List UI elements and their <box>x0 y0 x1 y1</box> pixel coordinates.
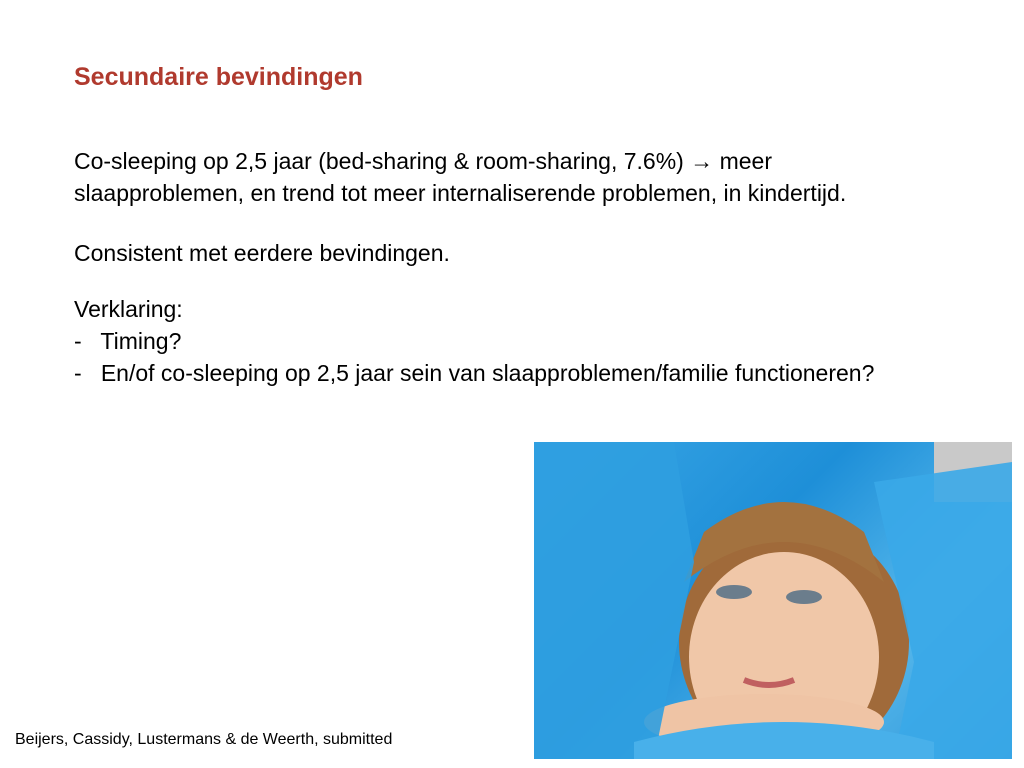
slide-title: Secundaire bevindingen <box>74 63 363 91</box>
paragraph-verklaring <box>74 293 874 389</box>
child-under-blanket-photo <box>534 442 1012 759</box>
text-line: Co-sleeping op 2,5 jaar (bed-sharing & room-sharing, 7.6%) → meer <box>74 148 772 174</box>
text-line: slaapproblemen, en trend tot meer internaliserende problemen, in kindertijd. <box>74 180 847 206</box>
citation: Beijers, Cassidy, Lustermans & de Weerth, submitted <box>15 731 393 748</box>
paragraph-consistent: Consistent met eerdere bevindingen. <box>74 240 450 266</box>
paragraph-co-sleeping <box>74 145 846 209</box>
bullet-item: - En/of co-sleeping op 2,5 jaar sein van slaapproblemen/familie functioneren? <box>74 360 875 386</box>
text-line: Verklaring: <box>74 296 183 322</box>
bullet-item: - Timing? <box>74 328 182 354</box>
